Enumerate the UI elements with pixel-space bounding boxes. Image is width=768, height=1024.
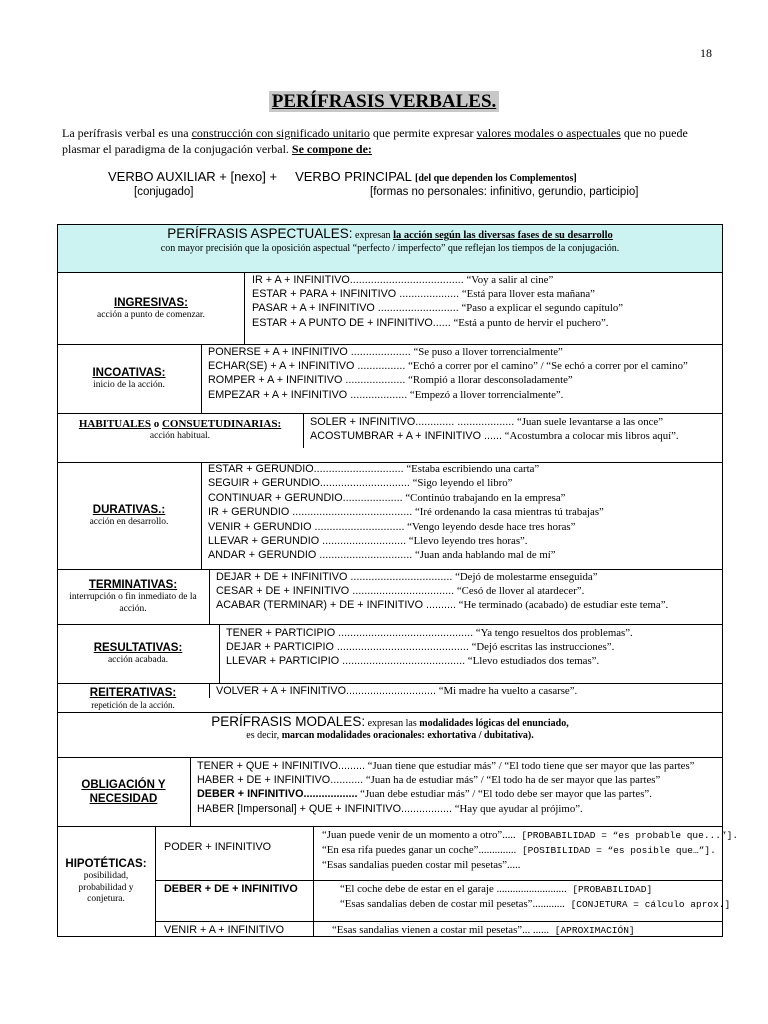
meaning-tag: [PROBABILIDAD = “es probable que...”]. (515, 830, 739, 841)
poder-examples (316, 828, 738, 873)
example-sentence: “Echó a correr por el camino” / “Se echó a correr por el camino” (405, 360, 688, 373)
example-sentence: “Llevo estudiados dos temas”. (465, 655, 600, 668)
obligacion-label: OBLIGACIÓN Y NECESIDAD (81, 778, 166, 805)
ingresivas-line (252, 287, 623, 301)
formula-aux: VERBO AUXILIAR + [nexo] + (108, 169, 278, 184)
periphrasis-formula: IR + GERUNDIO ........................................ (208, 506, 413, 519)
resultativas-line (226, 654, 633, 668)
modales-header: PERÍFRASIS MODALES: expresan las modalidades lógicas del enunciado, es decir, marcan modalidades oracionales: exhortativa / dubitativa). (57, 712, 723, 758)
periphrasis-formula: TENER + PARTICIPIO ............................................. (226, 627, 474, 639)
periphrasis-formula: ROMPER + A + INFINITIVO .................... (208, 374, 406, 387)
example-sentence: “Juan debe estudiar más” / “El todo debe ser mayor que las partes”. (357, 788, 652, 801)
venir-examples (326, 923, 635, 938)
example-sentence: “Está para llover esta mañana” (459, 288, 595, 301)
incoativas-line (208, 359, 688, 373)
periphrasis-formula: TENER + QUE + INFINITIVO......... (197, 760, 365, 772)
habituales-lines (304, 415, 679, 443)
reiterativas-line (216, 684, 577, 698)
terminativas-line (216, 584, 668, 598)
meaning-tag: [PROBABILIDAD] (566, 884, 653, 895)
example-sentence: “Juan tiene que estudiar más” / “El todo tiene que ser mayor que las partes” (364, 760, 695, 772)
periphrasis-formula: ACOSTUMBRAR + A + INFINITIVO ...... (310, 430, 502, 443)
deber-de-examples (334, 882, 730, 912)
durativas-line (208, 462, 604, 476)
durativas-line (208, 491, 604, 505)
example-sentence: “Dejó de molestarme enseguida” (452, 571, 598, 583)
example-sentence: “Dejó escritas las instrucciones”. (468, 641, 615, 654)
ingresivas-line (252, 301, 623, 315)
example-sentence: “Esas sandalias vienen a costar mil pesetas”... ...... (332, 924, 550, 936)
terminativas-line (216, 598, 668, 612)
resultativas-line (226, 640, 633, 654)
periphrasis-formula: PASAR + A + INFINITIVO ........................... (252, 302, 459, 315)
formula-conj: [conjugado] (134, 186, 194, 198)
hypothetical-example (340, 897, 730, 912)
aspectuales-header: PERÍFRASIS ASPECTUALES: expresan la acción según las diversas fases de su desarrollo con mayor precisión que la oposición aspectual “perfecto / imperfecto” que reflejan los tiempos de la conjugación. (57, 224, 723, 273)
durativas-line (208, 476, 604, 490)
terminativas-label: TERMINATIVAS: interrupción o fin inmediato de la acción. (69, 579, 197, 614)
periphrasis-formula: SEGUIR + GERUNDIO.............................. (208, 477, 410, 490)
example-sentence: “Paso a explicar el segundo capítulo” (458, 302, 624, 315)
example-sentence: “Está a punto de hervir el puchero”. (450, 316, 609, 329)
habituales-line (310, 429, 679, 443)
poder-formula: PODER + INFINITIVO (164, 841, 272, 853)
example-sentence: “Continúo trabajando en la empresa” (402, 491, 566, 504)
periphrasis-formula: VENIR + GERUNDIO .............................. (208, 520, 405, 533)
formula-line: VERBO AUXILIAR + [nexo] + VERBO PRINCIPAL [del que dependen los Complementos] (108, 169, 577, 184)
periphrasis-formula: VOLVER + A + INFINITIVO.............................. (216, 685, 436, 697)
page-number: 18 (700, 46, 712, 60)
periphrasis-formula: DEJAR + DE + INFINITIVO .................................. (216, 571, 453, 583)
example-sentence: “Vengo leyendo desde hace tres horas” (404, 520, 576, 533)
durativas-line (208, 505, 604, 519)
example-sentence: “Ya tengo resueltos dos problemas”. (473, 627, 633, 639)
example-sentence: “He terminado (acabado) de estudiar este tema”. (455, 599, 669, 612)
resultativas-lines (220, 626, 633, 669)
example-sentence: “Sigo leyendo el libro” (409, 477, 513, 490)
ingresivas-line (252, 316, 623, 330)
terminativas-lines (210, 570, 668, 613)
hypothetical-example (322, 828, 738, 843)
periphrasis-formula: ACABAR (TERMINAR) + DE + INFINITIVO .......... (216, 599, 456, 612)
hypothetical-example (332, 923, 635, 938)
example-sentence: “Juan anda hablando mal de mí” (412, 549, 556, 562)
periphrasis-formula: DEBER + INFINITIVO.................. (197, 788, 358, 801)
example-sentence: “Juan ha de estudiar más” / “El todo ha de ser mayor que las partes” (363, 774, 661, 787)
example-sentence: “Cesó de llover al atardecer”. (454, 585, 585, 598)
example-sentence: “Se puso a llover torrencialmente” (410, 346, 563, 358)
example-sentence: “Rompió a llorar desconsoladamente” (405, 374, 573, 387)
formula-formas: [formas no personales: infinitivo, gerundio, participio] (370, 186, 639, 198)
durativas-lines (202, 462, 604, 563)
durativas-line (208, 548, 604, 562)
example-sentence: “Mi madre ha vuelto a casarse”. (436, 685, 578, 697)
ingresivas-line (252, 273, 623, 287)
periphrasis-formula: LLEVAR + GERUNDIO ............................ (208, 535, 407, 548)
example-sentence: “Acostumbra a colocar mis libros aquí”. (501, 430, 679, 443)
page-title: PERÍFRASIS VERBALES. (0, 90, 768, 113)
periphrasis-formula: HABER + DE + INFINITIVO........... (197, 774, 364, 787)
formula-principal: VERBO PRINCIPAL (295, 169, 416, 184)
periphrasis-formula: CESAR + DE + INFINITIVO .................................. (216, 585, 455, 598)
periphrasis-formula: PONERSE + A + INFINITIVO .................... (208, 346, 411, 358)
periphrasis-formula: ECHAR(SE) + A + INFINITIVO ................ (208, 360, 406, 373)
ingresivas-lines (246, 273, 623, 330)
example-sentence: “Voy a salir al cine” (463, 274, 554, 286)
incoativas-label: INCOATIVAS: inicio de la acción. (92, 367, 166, 391)
habituales-line (310, 415, 679, 429)
incoativas-line (208, 388, 688, 402)
example-sentence: “Hay que ayudar al prójimo”. (452, 802, 583, 815)
periphrasis-formula: ANDAR + GERUNDIO ............................... (208, 549, 413, 562)
periphrasis-formula: HABER [Impersonal] + QUE + INFINITIVO................. (197, 802, 452, 815)
periphrasis-formula: CONTINUAR + GERUNDIO.................... (208, 491, 403, 504)
periphrasis-formula: SOLER + INFINITIVO............. ................... (310, 416, 515, 428)
obligacion-line (197, 773, 694, 787)
reiterativas-label: REITERATIVAS: repetición de la acción. (89, 686, 177, 710)
durativas-line (208, 520, 604, 534)
meaning-tag: [APROXIMACIÓN] (549, 925, 635, 936)
example-sentence: “El coche debe de estar en el garaje .......................... (340, 883, 567, 895)
example-sentence: “Llevo leyendo tres horas”. (406, 535, 528, 548)
periphrasis-formula: LLEVAR + PARTICIPIO ......................................... (226, 655, 466, 668)
incoativas-line (208, 373, 688, 387)
periphrasis-formula: ESTAR + GERUNDIO.............................. (208, 463, 404, 475)
meaning-tag: [CONJETURA = cálculo aprox.] (564, 899, 731, 910)
intro-paragraph: La perífrasis verbal es una construcción con significado unitario que permite expresar valores modales o aspectuales que no puede plasmar el paradigma de la conjugación verbal. Se compone de: (62, 126, 688, 156)
example-sentence: “Empezó a llover torrencialmente”. (407, 388, 564, 401)
periphrasis-formula: DEJAR + PARTICIPIO ............................................ (226, 641, 469, 654)
hypothetical-example (322, 858, 738, 873)
hypothetical-example (340, 882, 730, 897)
periphrasis-formula: IR + A + INFINITIVO...................................... (252, 274, 464, 286)
obligacion-line (197, 787, 694, 801)
example-sentence: “Esas sandalias deben de costar mil pesetas”............ (340, 898, 565, 910)
periphrasis-formula: ESTAR + PARA + INFINITIVO .................... (252, 288, 460, 301)
example-sentence: “Esas sandalias pueden costar mil pesetas”..... (322, 859, 521, 871)
periphrasis-formula: EMPEZAR + A + INFINITIVO ................... (208, 388, 408, 401)
example-sentence: “Juan suele levantarse a las once” (514, 416, 663, 428)
ingresivas-label: INGRESIVAS: acción a punto de comenzar. (97, 296, 205, 320)
periphrasis-formula: ESTAR + A PUNTO DE + INFINITIVO...... (252, 316, 451, 329)
meaning-tag: [POSIBILIDAD = “es posible que…”]. (516, 845, 716, 856)
terminativas-line (216, 570, 668, 584)
example-sentence: “Iré ordenando la casa mientras tú trabajas” (412, 506, 604, 519)
divider (244, 272, 245, 345)
divider (155, 921, 723, 922)
obligacion-lines (191, 759, 694, 816)
resultativas-label: RESULTATIVAS: acción acabada. (93, 642, 183, 666)
venir-formula: VENIR + A + INFINITIVO (164, 924, 284, 936)
example-sentence: “Juan puede venir de un momento a otro”..... (322, 829, 516, 841)
hipoteticas-label: HIPOTÉTICAS: posibilidad, probabilidad y conjetura. (65, 858, 147, 905)
divider (313, 826, 314, 937)
durativas-line (208, 534, 604, 548)
example-sentence: “En esa rifa puedes ganar un coche”.............. (322, 844, 517, 856)
incoativas-lines (202, 345, 688, 402)
obligacion-line (197, 802, 694, 816)
resultativas-line (226, 626, 633, 640)
deber-de-formula: DEBER + DE + INFINITIVO (164, 883, 298, 895)
durativas-label: DURATIVAS.: acción en desarrollo. (89, 504, 169, 528)
divider (155, 880, 723, 881)
incoativas-line (208, 345, 688, 359)
reiterativas-lines (210, 684, 577, 698)
habituales-label: HABITUALES o CONSUETUDINARIAS: acción habitual. (78, 417, 282, 441)
obligacion-line (197, 759, 694, 773)
example-sentence: “Estaba escribiendo una carta” (403, 463, 540, 475)
hypothetical-example (322, 843, 738, 858)
